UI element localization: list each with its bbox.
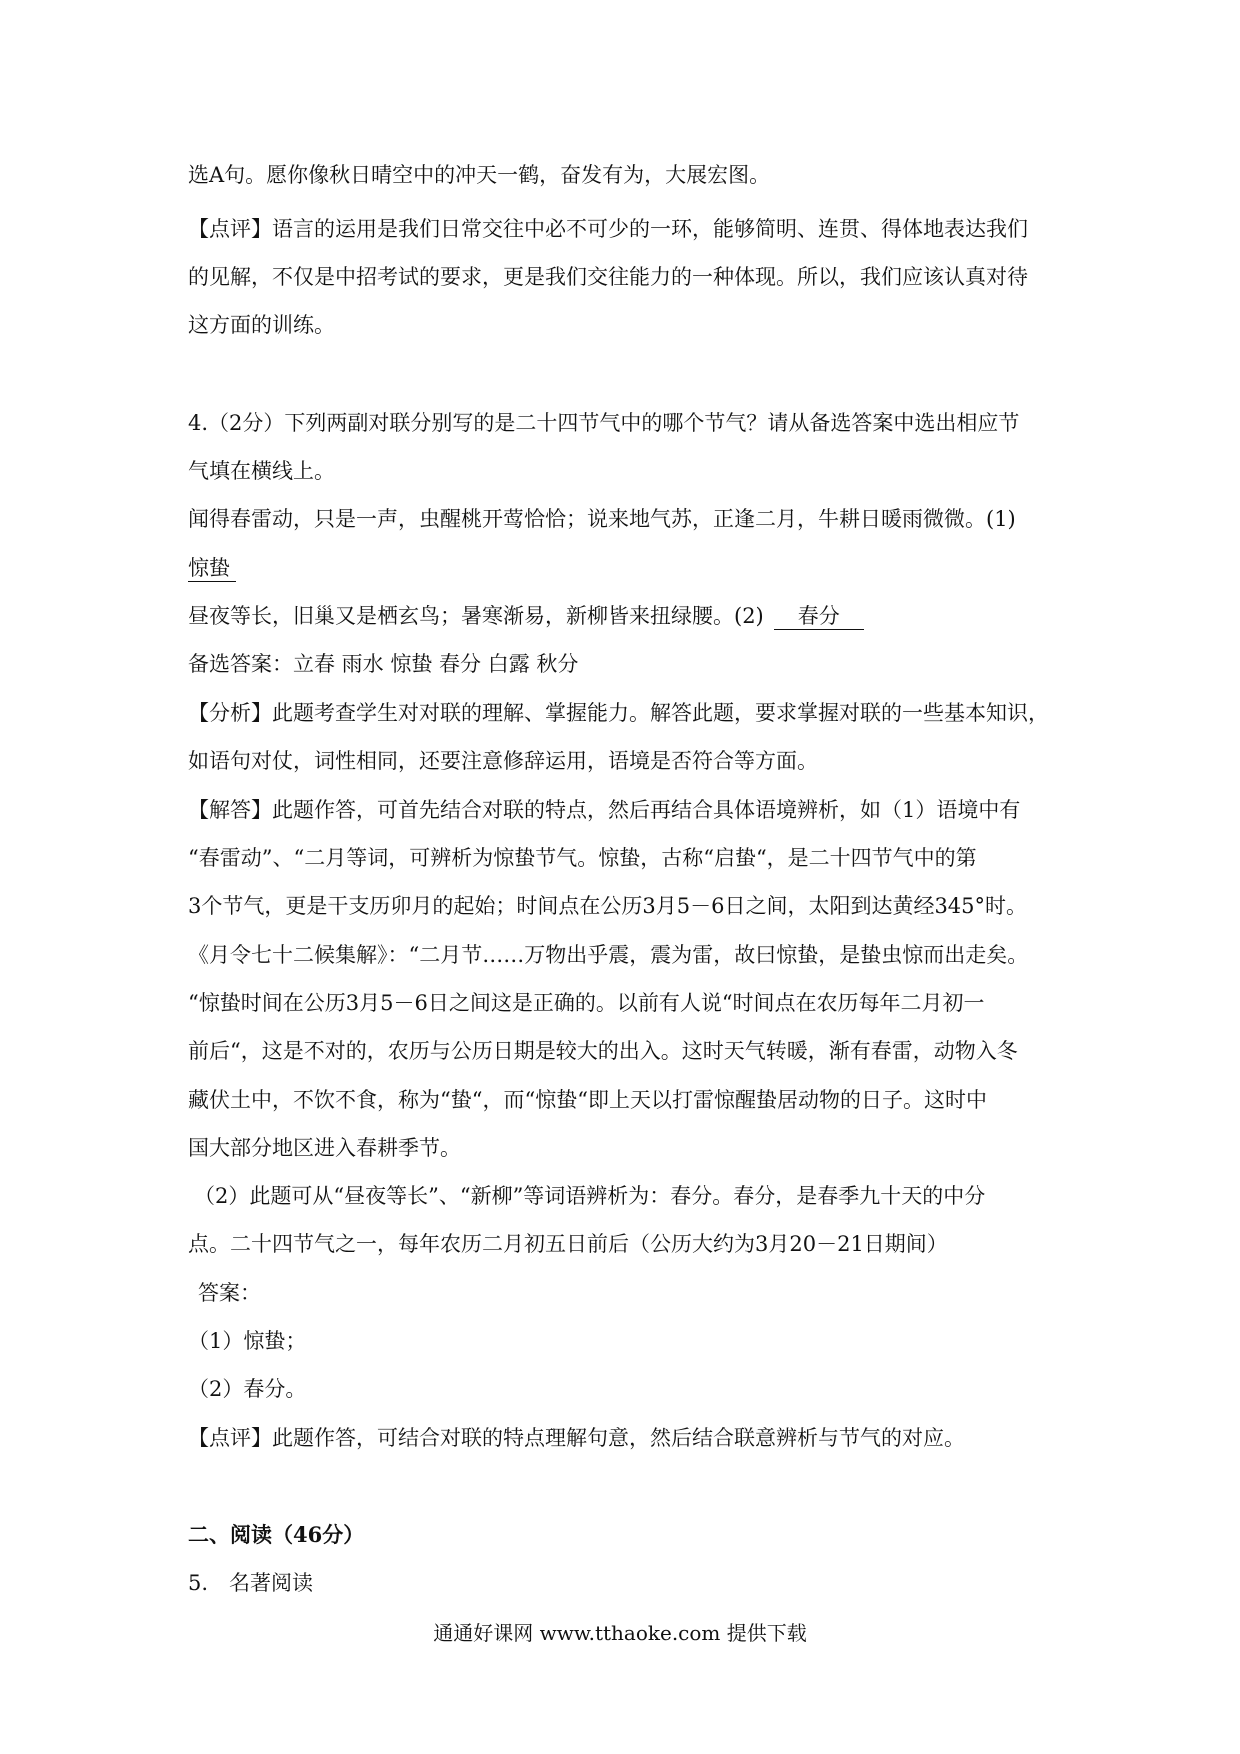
q4-stem-line-1: 4.（2分）下列两副对联分别写的是二十四节气中的哪个节气？请从备选答案中选出相应节 (188, 411, 1020, 435)
q4-blank-2: 春分 (774, 603, 864, 630)
q4-answer-1: （1）惊蛰； (188, 1329, 307, 1353)
q4-blank-1: 惊蛰 (188, 555, 236, 582)
q4-analysis-line-2: 如语句对仗，词性相同，还要注意修辞运用，语境是否符合等方面。 (188, 749, 818, 773)
page-footer: 通通好课网 www.tthaoke.com 提供下载 (433, 1621, 807, 1645)
q4-couplet-2-line (188, 601, 1068, 631)
q4-options: 备选答案：立春 雨水 惊蛰 春分 白露 秋分 (188, 652, 579, 676)
q4-blank-1-line (188, 553, 1068, 583)
q4-solution-line-9: （2）此题可从“昼夜等长”、“新柳”等词语辨析为：春分。春分，是春季九十天的中分 (194, 1184, 986, 1208)
q4-analysis-line-1: 【分析】此题考查学生对对联的理解、掌握能力。解答此题，要求掌握对联的一些基本知识， (188, 701, 1049, 725)
q4-comment: 【点评】此题作答，可结合对联的特点理解句意，然后结合联意辨析与节气的对应。 (188, 1426, 965, 1450)
q4-answer-label: 答案： (198, 1281, 261, 1305)
section-2-heading: 二、阅读（46分） (188, 1522, 365, 1547)
q4-solution-line-10: 点。二十四节气之一，每年农历二月初五日前后（公历大约为3月20－21日期间） (188, 1232, 948, 1256)
q4-solution-line-6: 前后“，这是不对的，农历与公历日期是较大的出入。这时天气转暖，渐有春雷，动物入冬 (188, 1039, 1018, 1063)
q4-solution-line-2: “春雷动”、“二月等词，可辨析为惊蛰节气。惊蛰，古称“启蛰“，是二十四节气中的第 (188, 846, 977, 870)
q5-title: 5. 名著阅读 (188, 1571, 314, 1595)
q4-solution-line-3: 3个节气，更是干支历卯月的起始；时间点在公历3月5－6日之间，太阳到达黄经345°时。 (188, 894, 1028, 918)
q3-answer-line: 选A句。愿你像秋日晴空中的冲天一鹤，奋发有为，大展宏图。 (188, 163, 771, 187)
q3-comment-line-3: 这方面的训练。 (188, 313, 335, 337)
q4-solution-line-5: “惊蛰时间在公历3月5－6日之间这是正确的。以前有人说“时间点在农历每年二月初一 (188, 991, 985, 1015)
q4-couplet-2: 昼夜等长，旧巢又是栖玄鸟；暑寒渐易，新柳皆来扭绿腰。(2) (188, 604, 764, 628)
q4-stem-line-2: 气填在横线上。 (188, 459, 335, 483)
q4-answer-2: （2）春分。 (188, 1377, 307, 1401)
q4-couplet-1: 闻得春雷动，只是一声，虫醒桃开莺恰恰；说来地气苏，正逢二月，牛耕日暖雨微微。(1) (188, 507, 1016, 531)
q4-solution-line-7: 藏伏土中，不饮不食，称为“蛰“，而“惊蛰“即上天以打雷惊醒蛰居动物的日子。这时中 (188, 1088, 987, 1112)
q4-solution-line-1: 【解答】此题作答，可首先结合对联的特点，然后再结合具体语境辨析，如（1）语境中有 (188, 798, 1021, 822)
q4-solution-line-4: 《月令七十二候集解》：“二月节……万物出乎震，震为雷，故曰惊蛰，是蛰虫惊而出走矣。 (188, 943, 1029, 967)
q4-solution-line-8: 国大部分地区进入春耕季节。 (188, 1136, 461, 1160)
q3-comment-line-1: 【点评】语言的运用是我们日常交往中必不可少的一环，能够简明、连贯、得体地表达我们 (188, 217, 1028, 241)
q3-comment-line-2: 的见解，不仅是中招考试的要求，更是我们交往能力的一种体现。所以，我们应该认真对待 (188, 265, 1028, 289)
